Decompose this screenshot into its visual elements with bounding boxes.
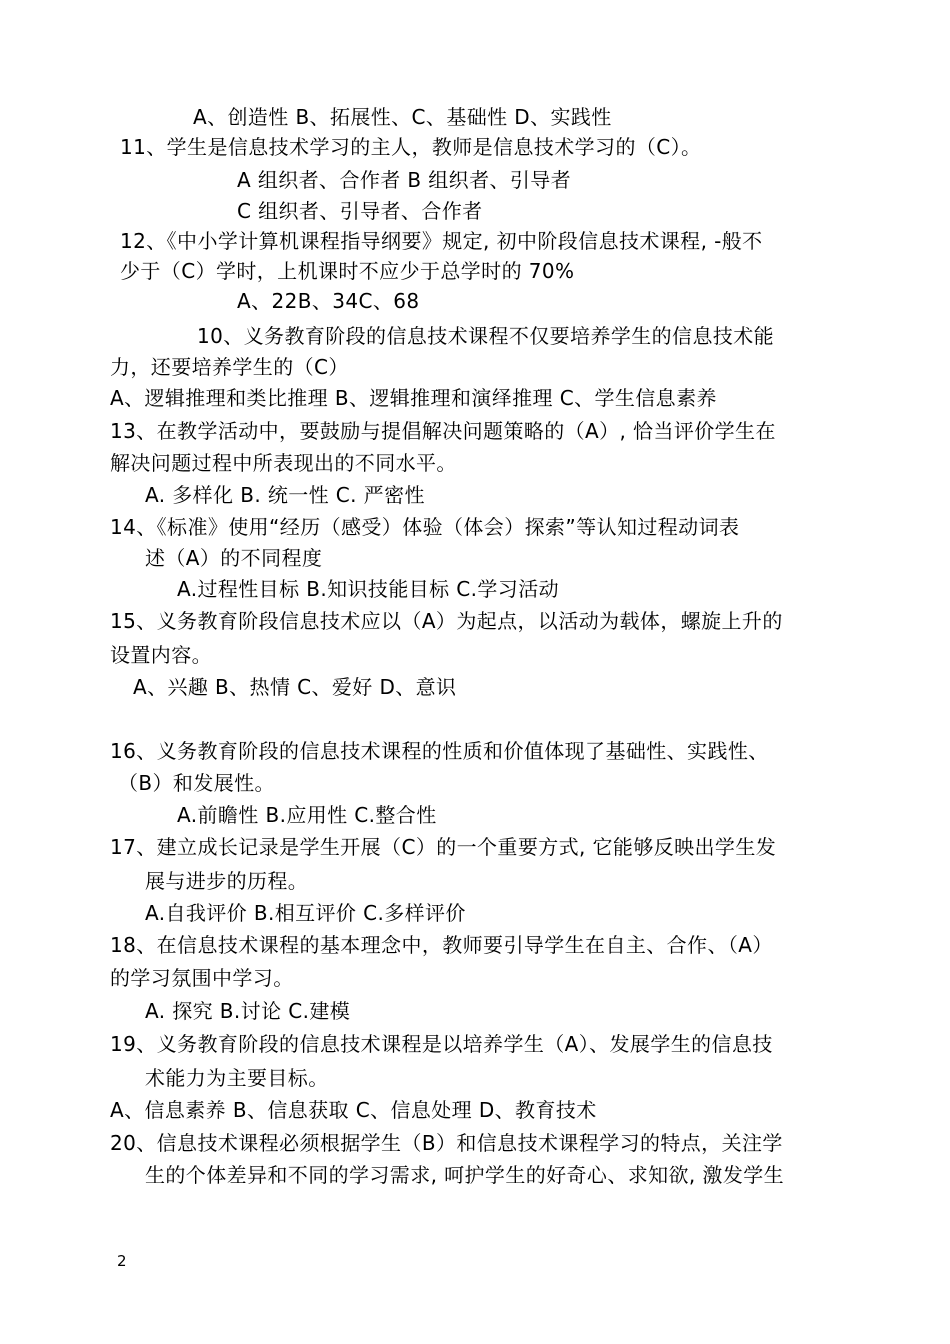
option-line-q17: A.自我评价 B.相互评价 C.多样评价 [145,901,466,925]
question-20-line-1: 20、信息技术课程必须根据学生（B）和信息技术课程学习的特点，关注学 [110,1131,783,1155]
option-line-q10-second: A、逻辑推理和类比推理 B、逻辑推理和演绎推理 C、学生信息素养 [110,386,717,410]
question-11: 11、学生是信息技术学习的主人，教师是信息技术学习的（C）。 [120,135,702,159]
option-line-q11-b: C 组织者、引导者、合作者 [237,199,483,223]
option-line-q12: A、22B、34C、68 [237,289,420,313]
option-line-q14: A.过程性目标 B.知识技能目标 C.学习活动 [177,577,560,601]
option-line-q16: A.前瞻性 B.应用性 C.整合性 [177,803,437,827]
question-18-line-1: 18、在信息技术课程的基本理念中，教师要引导学生在自主、合作、（A） [110,933,773,957]
question-13-line-2: 解决问题过程中所表现出的不同水平。 [110,451,457,475]
question-15-line-2: 设置内容。 [110,643,212,667]
option-line-q19: A、信息素养 B、信息获取 C、信息处理 D、教育技术 [110,1098,597,1122]
question-14-line-1: 14、《标准》使用“经历（感受）体验（体会）探索”等认知过程动词表 [110,515,740,539]
question-13-line-1: 13、在教学活动中，要鼓励与提倡解决问题策略的（A）, 恰当评价学生在 [110,419,776,443]
question-16-line-1: 16、义务教育阶段的信息技术课程的性质和价值体现了基础性、实践性、 [110,739,769,763]
option-line-q15: A、兴趣 B、热情 C、爱好 D、意识 [133,675,457,699]
option-line-q18: A. 探究 B.讨论 C.建模 [145,999,351,1023]
question-16-line-2: （B）和发展性。 [118,771,275,795]
question-14-line-2: 述（A）的不同程度 [145,546,323,570]
question-10-line-1: 10、义务教育阶段的信息技术课程不仅要培养学生的信息技术能 [197,324,775,348]
question-12-line-2: 少于（C）学时，上机课时不应少于总学时的 70% [120,259,575,283]
page-number: 2 [117,1252,127,1270]
option-line-q13: A. 多样化 B. 统一性 C. 严密性 [145,483,425,507]
question-17-line-1: 17、建立成长记录是学生开展（C）的一个重要方式, 它能够反映出学生发 [110,835,777,859]
option-line-q10-first: A、创造性 B、拓展性、C、基础性 D、实践性 [193,105,612,129]
question-20-line-2: 生的个体差异和不同的学习需求, 呵护学生的好奇心、求知欲, 激发学生 [145,1163,785,1187]
question-19-line-1: 19、义务教育阶段的信息技术课程是以培养学生（A）、发展学生的信息技 [110,1032,773,1056]
question-19-line-2: 术能力为主要目标。 [145,1066,329,1090]
question-12-line-1: 12、《中小学计算机课程指导纲要》规定, 初中阶段信息技术课程, -般不 [120,229,763,253]
question-18-line-2: 的学习氛围中学习。 [110,966,294,990]
option-line-q11-a: A 组织者、合作者 B 组织者、引导者 [237,168,572,192]
question-15-line-1: 15、义务教育阶段信息技术应以（A）为起点，以活动为载体，螺旋上升的 [110,609,783,633]
question-17-line-2: 展与进步的历程。 [145,869,309,893]
question-10-line-2: 力，还要培养学生的（C） [110,355,349,379]
